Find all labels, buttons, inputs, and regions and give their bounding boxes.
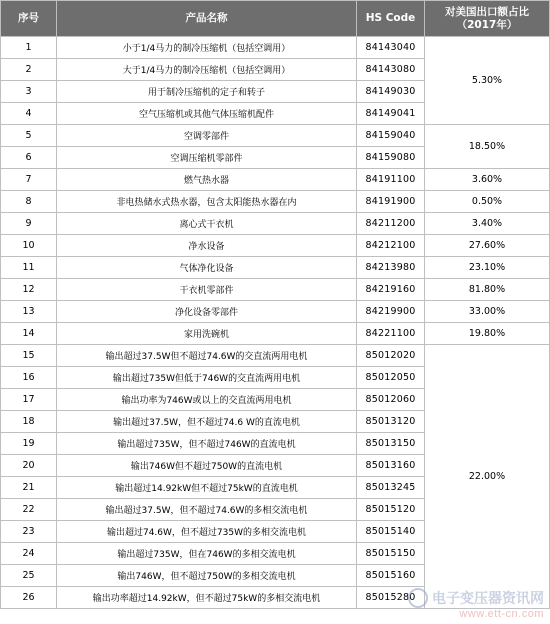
cell-product-name: 输出超过37.5W，但不超过74.6W的多相交流电机 — [57, 499, 357, 521]
cell-seq: 13 — [1, 301, 57, 323]
header-share-line1: 对美国出口额占比 — [445, 5, 529, 18]
cell-hs-code: 84149030 — [357, 81, 425, 103]
cell-product-name: 输出超过735W，但不超过746W的直流电机 — [57, 433, 357, 455]
cell-product-name: 输出超过74.6W，但不超过735W的多相交流电机 — [57, 521, 357, 543]
cell-seq: 3 — [1, 81, 57, 103]
cell-seq: 17 — [1, 389, 57, 411]
cell-seq: 23 — [1, 521, 57, 543]
cell-hs-code: 85013160 — [357, 455, 425, 477]
cell-product-name: 净水设备 — [57, 235, 357, 257]
cell-product-name: 空调零部件 — [57, 125, 357, 147]
table-row — [1, 345, 550, 367]
cell-hs-code: 84143080 — [357, 59, 425, 81]
cell-seq: 16 — [1, 367, 57, 389]
cell-us-export-share: 5.30% — [425, 37, 550, 125]
table-row — [1, 125, 550, 147]
table-row — [1, 191, 550, 213]
cell-hs-code: 84149041 — [357, 103, 425, 125]
table-row — [1, 169, 550, 191]
table-row — [1, 213, 550, 235]
cell-product-name: 输出746W但不超过750W的直流电机 — [57, 455, 357, 477]
cell-seq: 24 — [1, 543, 57, 565]
cell-seq: 5 — [1, 125, 57, 147]
cell-hs-code: 85012050 — [357, 367, 425, 389]
cell-product-name: 大于1/4马力的制冷压缩机（包括空调用） — [57, 59, 357, 81]
table-row — [1, 257, 550, 279]
header-product-name: 产品名称 — [57, 1, 357, 37]
cell-seq: 10 — [1, 235, 57, 257]
cell-hs-code: 84221100 — [357, 323, 425, 345]
cell-us-export-share: 22.00% — [425, 345, 550, 609]
cell-seq: 12 — [1, 279, 57, 301]
cell-hs-code: 84219160 — [357, 279, 425, 301]
cell-seq: 15 — [1, 345, 57, 367]
cell-hs-code: 85015280 — [357, 587, 425, 609]
cell-us-export-share: 3.40% — [425, 213, 550, 235]
cell-hs-code: 85015150 — [357, 543, 425, 565]
cell-product-name: 输出超过37.5W但不超过74.6W的交直流两用电机 — [57, 345, 357, 367]
table-row — [1, 235, 550, 257]
cell-us-export-share: 0.50% — [425, 191, 550, 213]
cell-us-export-share: 33.00% — [425, 301, 550, 323]
cell-seq: 9 — [1, 213, 57, 235]
cell-us-export-share: 23.10% — [425, 257, 550, 279]
cell-hs-code: 84191100 — [357, 169, 425, 191]
cell-hs-code: 84212100 — [357, 235, 425, 257]
table-header — [1, 1, 550, 37]
cell-hs-code: 85015160 — [357, 565, 425, 587]
cell-hs-code: 85013120 — [357, 411, 425, 433]
cell-hs-code: 85015120 — [357, 499, 425, 521]
cell-hs-code: 84191900 — [357, 191, 425, 213]
cell-product-name: 输出746W，但不超过750W的多相交流电机 — [57, 565, 357, 587]
cell-seq: 26 — [1, 587, 57, 609]
cell-product-name: 输出功率超过14.92kW，但不超过75kW的多相交流电机 — [57, 587, 357, 609]
cell-product-name: 空气压缩机或其他气体压缩机配件 — [57, 103, 357, 125]
cell-product-name: 燃气热水器 — [57, 169, 357, 191]
cell-product-name: 输出超过735W，但在746W的多相交流电机 — [57, 543, 357, 565]
cell-product-name: 气体净化设备 — [57, 257, 357, 279]
cell-hs-code: 84219900 — [357, 301, 425, 323]
cell-seq: 6 — [1, 147, 57, 169]
cell-us-export-share: 19.80% — [425, 323, 550, 345]
cell-us-export-share: 18.50% — [425, 125, 550, 169]
cell-hs-code: 85012020 — [357, 345, 425, 367]
cell-seq: 25 — [1, 565, 57, 587]
cell-product-name: 输出超过735W但低于746W的交直流两用电机 — [57, 367, 357, 389]
cell-hs-code: 84159080 — [357, 147, 425, 169]
cell-product-name: 小于1/4马力的制冷压缩机（包括空调用） — [57, 37, 357, 59]
cell-seq: 22 — [1, 499, 57, 521]
cell-hs-code: 85013150 — [357, 433, 425, 455]
watermark-url: www.ett-cn.com — [459, 608, 544, 620]
cell-hs-code: 85013245 — [357, 477, 425, 499]
cell-product-name: 净化设备零部件 — [57, 301, 357, 323]
table-row — [1, 37, 550, 59]
cell-seq: 18 — [1, 411, 57, 433]
cell-us-export-share: 27.60% — [425, 235, 550, 257]
cell-seq: 14 — [1, 323, 57, 345]
header-hs-code: HS Code — [357, 1, 425, 37]
cell-us-export-share: 81.80% — [425, 279, 550, 301]
cell-product-name: 干衣机零部件 — [57, 279, 357, 301]
cell-hs-code: 85015140 — [357, 521, 425, 543]
cell-product-name: 输出超过37.5W，但不超过74.6 W的直流电机 — [57, 411, 357, 433]
table-row — [1, 279, 550, 301]
table-body — [1, 37, 550, 609]
cell-product-name: 输出功率为746W或以上的交直流两用电机 — [57, 389, 357, 411]
cell-product-name: 用于制冷压缩机的定子和转子 — [57, 81, 357, 103]
cell-seq: 11 — [1, 257, 57, 279]
table-row — [1, 301, 550, 323]
cell-seq: 21 — [1, 477, 57, 499]
cell-seq: 4 — [1, 103, 57, 125]
cell-hs-code: 84143040 — [357, 37, 425, 59]
cell-product-name: 非电热储水式热水器，包含太阳能热水器在内 — [57, 191, 357, 213]
cell-product-name: 离心式干衣机 — [57, 213, 357, 235]
cell-hs-code: 84159040 — [357, 125, 425, 147]
header-us-export-share — [425, 1, 550, 37]
cell-seq: 8 — [1, 191, 57, 213]
cell-seq: 2 — [1, 59, 57, 81]
header-share-line2: （2017年） — [456, 18, 518, 31]
cell-seq: 19 — [1, 433, 57, 455]
cell-product-name: 家用洗碗机 — [57, 323, 357, 345]
cell-product-name: 输出超过14.92kW但不超过75kW的直流电机 — [57, 477, 357, 499]
cell-seq: 20 — [1, 455, 57, 477]
cell-hs-code: 84213980 — [357, 257, 425, 279]
cell-us-export-share: 3.60% — [425, 169, 550, 191]
watermark-text: 电子变压器资讯网 — [432, 591, 544, 607]
cell-seq: 1 — [1, 37, 57, 59]
cell-hs-code: 85012060 — [357, 389, 425, 411]
table-row — [1, 323, 550, 345]
cell-seq: 7 — [1, 169, 57, 191]
header-seq: 序号 — [1, 1, 57, 37]
cell-product-name: 空调压缩机零部件 — [57, 147, 357, 169]
cell-hs-code: 84211200 — [357, 213, 425, 235]
